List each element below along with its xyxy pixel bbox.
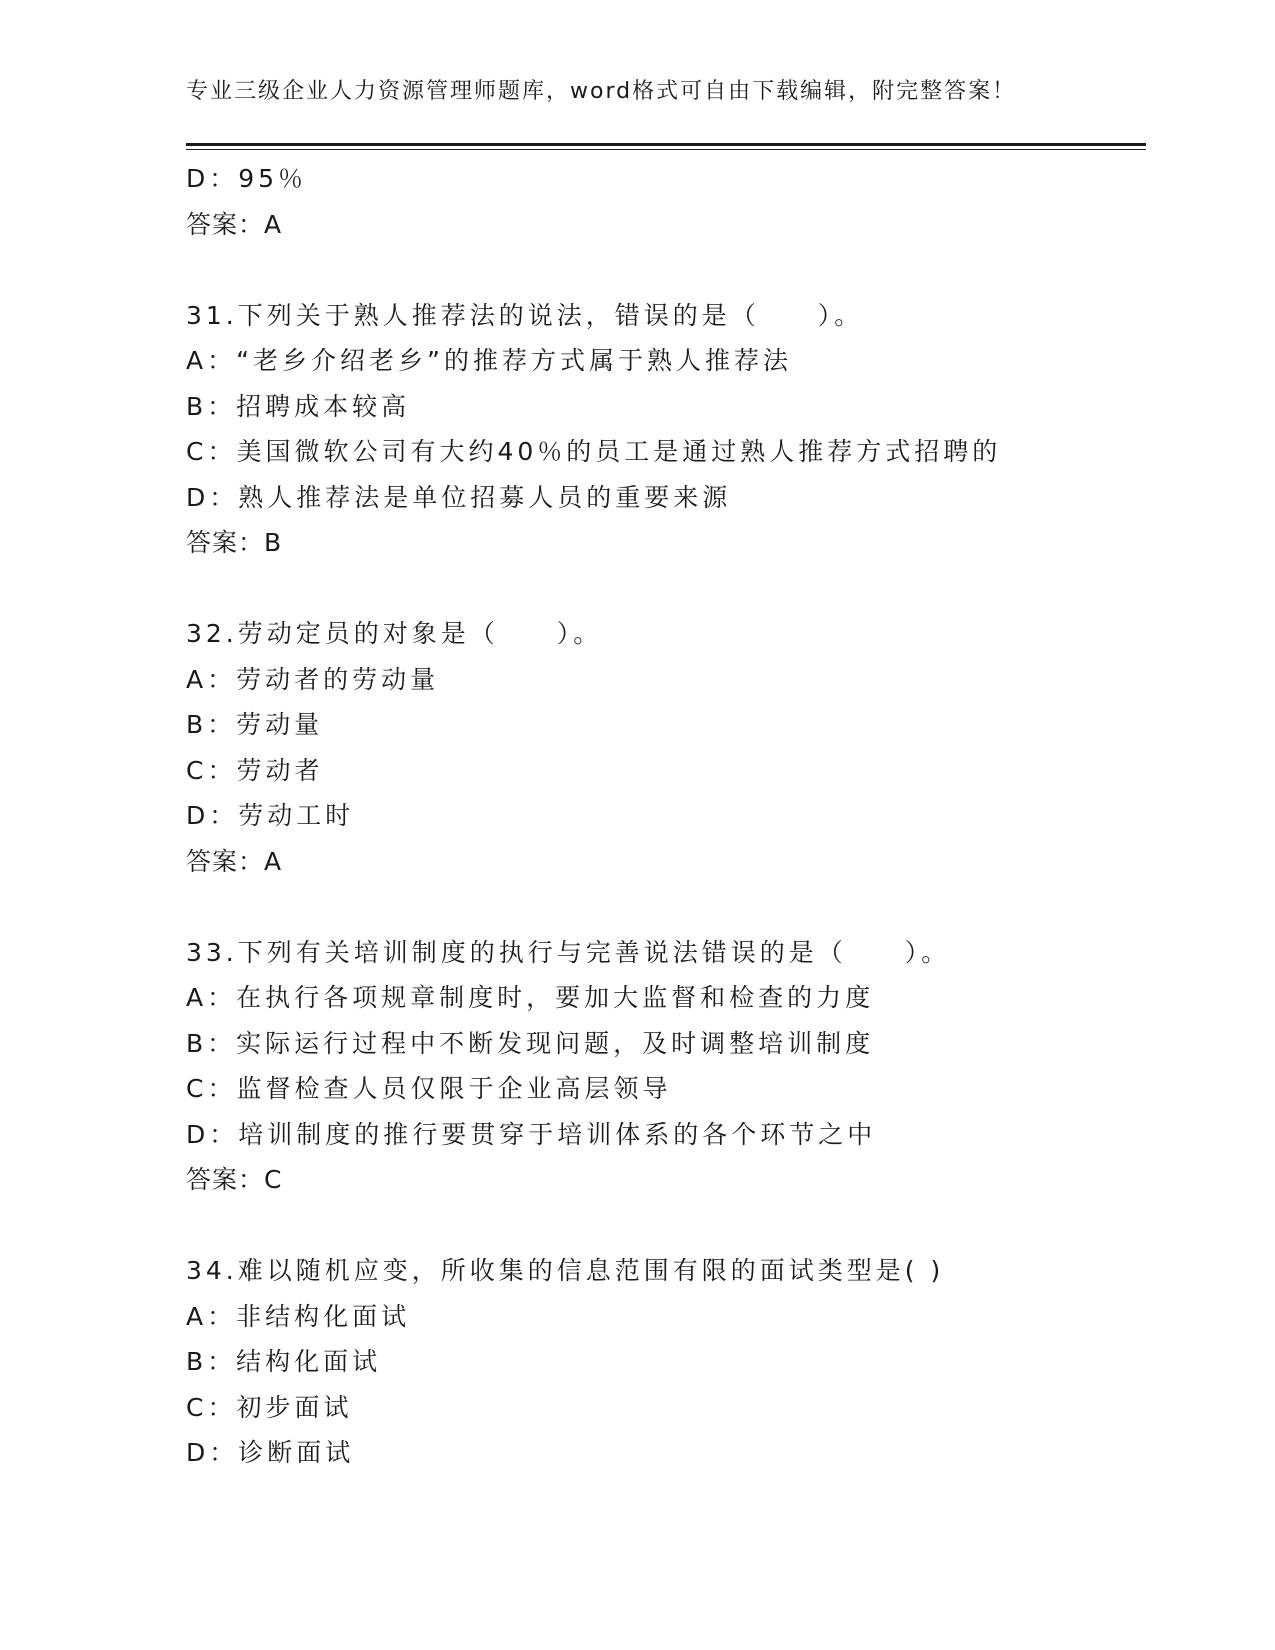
option-d: D：培训制度的推行要贯穿于培训体系的各个环节之中 — [186, 1119, 877, 1149]
answer: 答案：B — [186, 528, 283, 557]
option-d: D：95％ — [186, 164, 308, 193]
question-stem: 31.下列关于熟人推荐法的说法，错误的是（ ）。 — [186, 300, 864, 330]
option-b: B：实际运行过程中不断发现问题，及时调整培训制度 — [186, 1028, 875, 1058]
option-c: C：劳动者 — [186, 755, 324, 785]
option-d: D：诊断面试 — [186, 1438, 355, 1467]
option-b: B：结构化面试 — [186, 1347, 382, 1376]
option-b: B：招聘成本较高 — [186, 391, 411, 421]
question-32 — [186, 611, 1146, 884]
question-31 — [186, 293, 1146, 566]
question-34 — [186, 1248, 1146, 1476]
option-d: D：劳动工时 — [186, 801, 355, 830]
option-d: D：熟人推荐法是单位招募人员的重要来源 — [186, 482, 732, 512]
header-rule-thin — [186, 149, 1146, 150]
option-c: C：美国微软公司有大约40％的员工是通过熟人推荐方式招聘的 — [186, 437, 1002, 466]
answer: 答案：C — [186, 1165, 283, 1194]
question-stem: 32.劳动定员的对象是（ ）。 — [186, 619, 603, 648]
question-stem: 34.难以随机应变，所收集的信息范围有限的面试类型是( ) — [186, 1256, 945, 1285]
option-b: B：劳动量 — [186, 710, 324, 739]
question-stem: 33.下列有关培训制度的执行与完善说法错误的是（ ）。 — [186, 937, 951, 967]
question-content — [186, 156, 1146, 1476]
page-header: 专业三级企业人力资源管理师题库，word格式可自由下载编辑，附完整答案！ — [186, 79, 1017, 104]
option-a: A：“老乡介绍老乡”的推荐方式属于熟人推荐法 — [186, 346, 793, 375]
question-33 — [186, 930, 1146, 1203]
option-a: A：劳动者的劳动量 — [186, 664, 440, 694]
header-rule — [186, 143, 1146, 146]
option-c: C：初步面试 — [186, 1392, 353, 1422]
answer: 答案：A — [186, 209, 283, 239]
answer: 答案：A — [186, 846, 283, 876]
option-a: A：非结构化面试 — [186, 1301, 411, 1331]
option-c: C：监督检查人员仅限于企业高层领导 — [186, 1074, 672, 1103]
option-a: A：在执行各项规章制度时，要加大监督和检查的力度 — [186, 983, 875, 1012]
